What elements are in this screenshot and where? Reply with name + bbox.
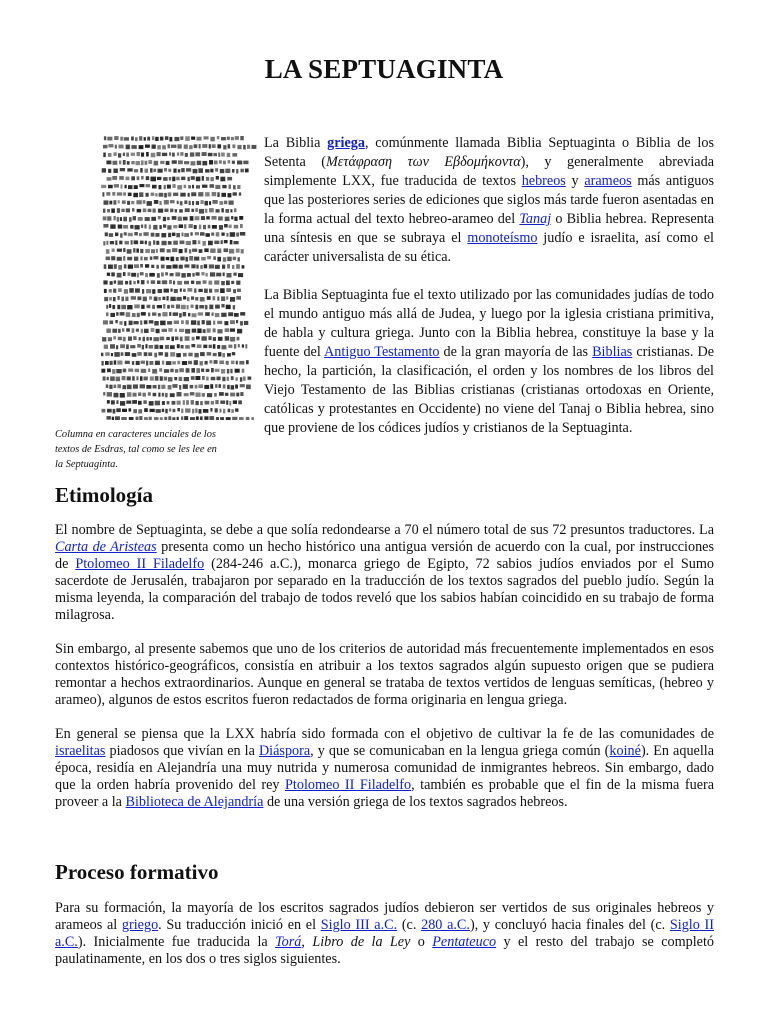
link-carta-de-aristeas[interactable]: Carta de Aristeas xyxy=(55,539,157,555)
link-biblioteca-alejandria[interactable]: Biblioteca de Alejandría xyxy=(125,794,264,810)
link-israelitas[interactable]: israelitas xyxy=(55,743,106,759)
intro-text xyxy=(264,134,714,457)
etimologia-paragraph-1: El nombre de Septuaginta, se debe a que solía redondearse a 70 el número total de sus 72 presuntos traductores. La Carta de Aristeas presenta como un hecho histórico una antigua versión de acuerdo con la cual, por instrucciones de Ptolomeo II Filadelfo (284-246 a.C.), monarca griego de Egipto, 72 sabios judíos enviados por el Sumo sacerdote de Jerusalén, trabajaron por separado en la traducción de los textos sagrados del pueblo judío. Según la misma leyenda, la comparación del trabajo de todos reveló que los sabios habían coincidido en su trabajo de forma milagrosa. xyxy=(55,522,714,623)
link-arameos[interactable]: arameos xyxy=(584,173,632,189)
etimologia-paragraph-3: En general se piensa que la LXX habría sido formada con el objetivo de cultivar la fe de las comunidades de israelitas piadosos que vivían en la Diáspora, y que se comunicaban en la lengua griega común (koiné). En aquella época, residía en Alejandría una muy nutrida y numerosa comunidad de inmigrantes hebreos. Sin embargo, dado que la orden habría provenido del rey Ptolomeo II Filadelfo, también es probable que el fin de la misma fuera proveer a la Biblioteca de Alejandría de una versión griega de los textos sagrados hebreos. xyxy=(55,726,715,810)
proceso-section xyxy=(55,900,714,985)
link-hebreos[interactable]: hebreos xyxy=(521,173,566,189)
etimologia-section xyxy=(55,522,714,828)
link-280-ac[interactable]: 280 a.C. xyxy=(421,917,470,933)
etimologia-paragraph-2: Sin embargo, al presente sabemos que uno de los criterios de autoridad más frecuentemente implementados en esos contextos histórico-geográficos, consistía en atribuir a los textos sagrados algún supuesto origen que se pudiera remontar a hechos extraordinarios. Aunque en general se trataba de textos vertidos de lenguas semíticas, (hebreo y arameo), algunos de estos escritos fueron redactados de forma originaria en lengua griega. xyxy=(55,641,714,708)
heading-proceso-formativo: Proceso formativo xyxy=(55,860,219,884)
link-siglo-iii[interactable]: Siglo III a.C. xyxy=(320,917,398,933)
page-title: LA SEPTUAGINTA xyxy=(264,54,504,84)
link-koine[interactable]: koiné xyxy=(609,743,641,759)
link-tora[interactable]: Torá xyxy=(275,934,302,950)
proceso-paragraph-1: Para su formación, la mayoría de los escritos sagrados judíos debieron ser vertidos de sus originales hebreos y arameos al griego. Su traducción inició en el Siglo III a.C. (c. 280 a.C.), y concluyó hacia finales del (c. Siglo II a.C.). Inicialmente fue traducida la Torá, Libro de la Ley o Pentateuco y el resto del trabajo se completó paulatinamente, en los dos o tres siglos siguientes. xyxy=(55,900,715,967)
link-ptolomeo[interactable]: Ptolomeo II Filadelfo xyxy=(75,556,205,572)
intro-paragraph-2: La Biblia Septuaginta fue el texto utilizado por las comunidades judías de todo el mundo antiguo más allá de Judea, y luego por la iglesia cristiana primitiva, de habla y cultura griega. Junto con la Biblia hebrea, constituye la base y la fuente del Antiguo Testamento de la gran mayoría de las Biblias cristianas. De hecho, la partición, la clasificación, el orden y los nombres de los libros del Viejo Testamento de las Biblias cristianas (cristianas ortodoxas en Oriente, católicas y protestantes en Occidente) no viene del Tanaj o Biblia hebrea, sino que proviene de los códices judíos y cristianos de la Septuaginta. xyxy=(264,287,714,436)
link-siglo-ii[interactable]: Siglo II a.C. xyxy=(55,917,714,950)
link-griega[interactable]: griega xyxy=(327,135,365,151)
manuscript-image xyxy=(93,130,268,420)
link-monoteismo[interactable]: monoteísmo xyxy=(467,230,538,246)
link-diaspora[interactable]: Diáspora xyxy=(258,743,311,759)
link-tanaj[interactable]: Tanaj xyxy=(519,211,552,227)
link-griego[interactable]: griego xyxy=(121,917,159,933)
link-pentateuco[interactable]: Pentateuco xyxy=(432,934,497,950)
heading-etimologia: Etimología xyxy=(55,483,153,507)
greek-title: Μετάφραση των Εβδομήκοντα xyxy=(325,154,521,170)
figure-caption: Columna en caracteres unciales de los textos de Esdras, tal como se les lee en la Septuaginta. xyxy=(55,429,217,470)
link-ptolomeo-2[interactable]: Ptolomeo II Filadelfo xyxy=(285,777,412,793)
link-biblias[interactable]: Biblias xyxy=(592,344,633,360)
link-antiguo-testamento[interactable]: Antiguo Testamento xyxy=(324,344,440,360)
intro-paragraph-1: La Biblia griega, comúnmente llamada Biblia Septuaginta o Biblia de los Setenta (Μετάφραση των Εβδομήκοντα), y generalmente abreviada simplemente LXX, fue traducida de textos hebreos y arameos más antiguos que las posteriores series de ediciones que siglos más tarde fueron asentadas en la forma actual del texto hebreo-arameo del Tanaj o Biblia hebrea. Representa una síntesis en que se subraya el monoteísmo judío e israelita, así como el carácter universalista de su ética. xyxy=(264,135,714,265)
